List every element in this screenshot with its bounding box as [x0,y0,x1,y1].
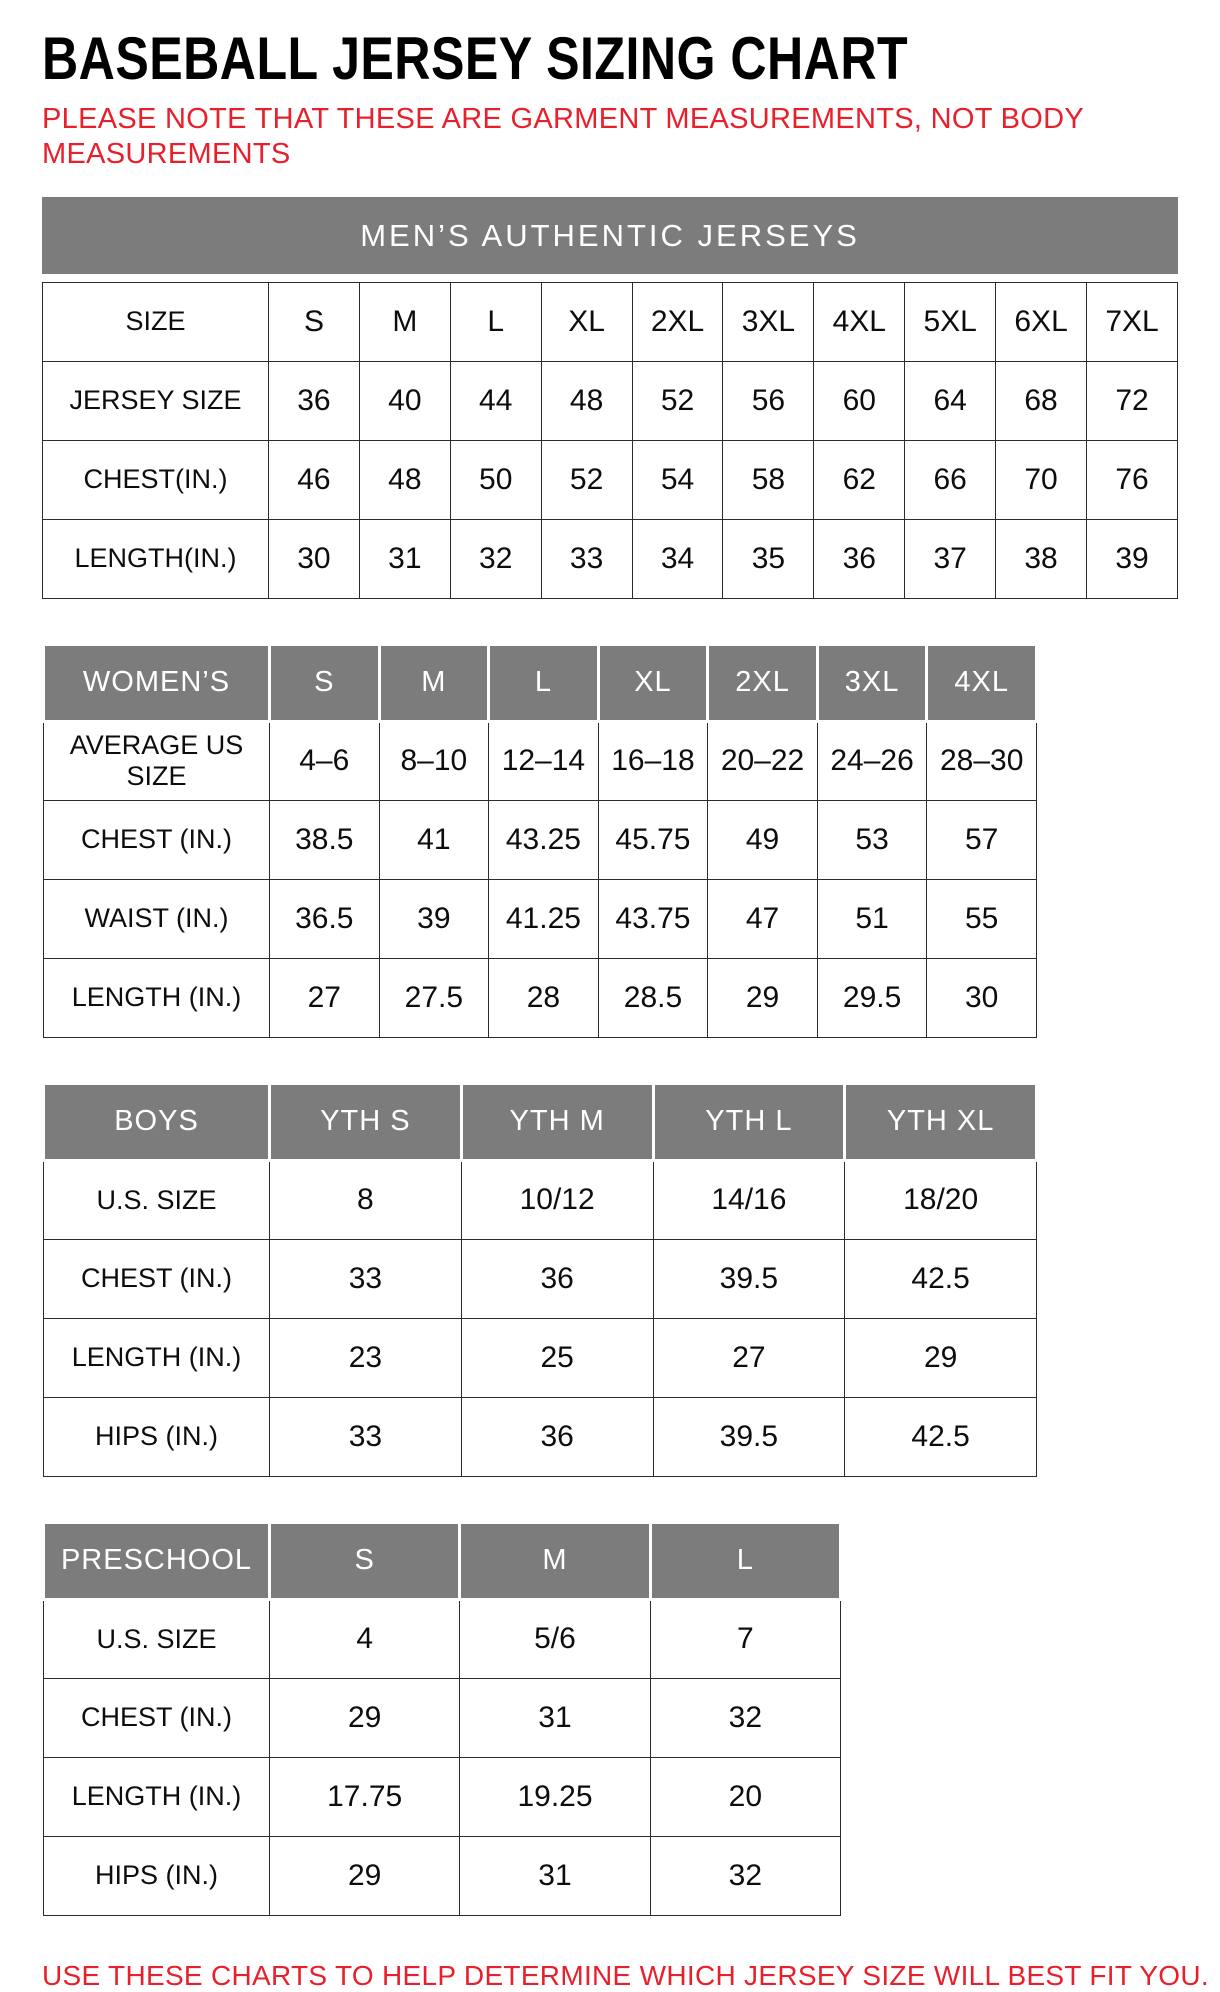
preschool-sizing-table-block [42,1521,842,1916]
garment-measurement-note: PLEASE NOTE THAT THESE ARE GARMENT MEASUREMENTS, NOT BODY MEASUREMENTS [42,103,1084,171]
womens-row-average-us-size [44,721,1037,800]
womens-row-waist-in [44,879,1037,958]
mens-size-value: S [269,282,360,361]
boys-table [42,1082,1038,1477]
mens-chest-in-value: 70 [996,440,1087,519]
preschool-chest-in-value: 32 [650,1678,840,1757]
mens-length-in-value: 33 [541,519,632,598]
mens-size-value: 4XL [814,282,905,361]
preschool-column-header: L [650,1522,840,1599]
mens-size-value: XL [541,282,632,361]
preschool-u-s-size-value: 7 [650,1599,840,1678]
womens-column-header: M [379,644,489,721]
womens-sizing-table-block [42,643,1038,1038]
mens-table [42,282,1178,599]
mens-length-in-value: 32 [450,519,541,598]
preschool-header-row [44,1522,841,1599]
page-title: BASEBALL JERSEY SIZING CHART [42,25,909,93]
preschool-table [42,1521,842,1916]
mens-chest-in-value: 50 [450,440,541,519]
womens-chest-in-value: 49 [708,800,818,879]
womens-column-header: 4XL [927,644,1037,721]
mens-chest-in-value: 62 [814,440,905,519]
boys-u-s-size-value: 18/20 [845,1160,1037,1239]
boys-hips-in-value: 42.5 [845,1397,1037,1476]
preschool-row-label: CHEST (IN.) [44,1678,270,1757]
womens-waist-in-value: 43.75 [598,879,708,958]
mens-row-jersey-size [43,361,1178,440]
womens-chest-in-value: 45.75 [598,800,708,879]
preschool-length-in-value: 17.75 [270,1757,460,1836]
boys-length-in-value: 25 [461,1318,653,1397]
mens-sizing-table-block [42,197,1178,599]
preschool-row-label: U.S. SIZE [44,1599,270,1678]
preschool-row-chest-in [44,1678,841,1757]
womens-header-label: WOMEN’S [44,644,270,721]
mens-length-in-value: 37 [905,519,996,598]
mens-row-label: JERSEY SIZE [43,361,269,440]
mens-length-in-value: 31 [359,519,450,598]
womens-row-label: CHEST (IN.) [44,800,270,879]
preschool-row-u-s-size [44,1599,841,1678]
boys-row-u-s-size [44,1160,1037,1239]
womens-chest-in-value: 43.25 [489,800,599,879]
womens-chest-in-value: 53 [817,800,927,879]
boys-u-s-size-value: 8 [270,1160,462,1239]
mens-jersey-size-value: 48 [541,361,632,440]
mens-row-chest-in [43,440,1178,519]
boys-length-in-value: 27 [653,1318,845,1397]
mens-size-value: L [450,282,541,361]
womens-average-us-size-value: 12–14 [489,721,599,800]
preschool-row-length-in [44,1757,841,1836]
mens-jersey-size-value: 52 [632,361,723,440]
preschool-row-label: LENGTH (IN.) [44,1757,270,1836]
mens-length-in-value: 36 [814,519,905,598]
boys-chest-in-value: 36 [461,1239,653,1318]
mens-row-label: LENGTH(IN.) [43,519,269,598]
preschool-column-header: M [460,1522,650,1599]
womens-length-in-value: 29.5 [817,958,927,1037]
boys-hips-in-value: 36 [461,1397,653,1476]
boys-row-hips-in [44,1397,1037,1476]
womens-waist-in-value: 51 [817,879,927,958]
mens-size-value: 6XL [996,282,1087,361]
womens-waist-in-value: 55 [927,879,1037,958]
boys-row-chest-in [44,1239,1037,1318]
preschool-chest-in-value: 31 [460,1678,650,1757]
womens-average-us-size-value: 24–26 [817,721,927,800]
preschool-u-s-size-value: 4 [270,1599,460,1678]
mens-row-size [43,282,1178,361]
mens-row-label: CHEST(IN.) [43,440,269,519]
womens-column-header: 3XL [817,644,927,721]
mens-jersey-size-value: 56 [723,361,814,440]
preschool-row-hips-in [44,1836,841,1915]
fit-advice-footer: USE THESE CHARTS TO HELP DETERMINE WHICH JERSEY SIZE WILL BEST FIT YOU. [42,1959,1209,1991]
boys-column-header: YTH S [270,1083,462,1160]
preschool-chest-in-value: 29 [270,1678,460,1757]
mens-jersey-size-value: 40 [359,361,450,440]
mens-size-value: 3XL [723,282,814,361]
womens-chest-in-value: 57 [927,800,1037,879]
mens-jersey-size-value: 44 [450,361,541,440]
boys-sizing-table-block [42,1082,1038,1477]
mens-jersey-size-value: 36 [269,361,360,440]
mens-chest-in-value: 54 [632,440,723,519]
sizing-tables-section [42,197,1180,1916]
boys-u-s-size-value: 10/12 [461,1160,653,1239]
womens-chest-in-value: 41 [379,800,489,879]
womens-waist-in-value: 39 [379,879,489,958]
mens-size-value: 5XL [905,282,996,361]
womens-row-label: LENGTH (IN.) [44,958,270,1037]
mens-chest-in-value: 58 [723,440,814,519]
womens-average-us-size-value: 4–6 [270,721,380,800]
womens-average-us-size-value: 8–10 [379,721,489,800]
womens-column-header: L [489,644,599,721]
mens-chest-in-value: 46 [269,440,360,519]
preschool-length-in-value: 19.25 [460,1757,650,1836]
womens-row-label: AVERAGE US SIZE [44,721,270,800]
boys-row-label: HIPS (IN.) [44,1397,270,1476]
mens-jersey-size-value: 72 [1087,361,1178,440]
mens-length-in-value: 34 [632,519,723,598]
mens-length-in-value: 38 [996,519,1087,598]
mens-chest-in-value: 76 [1087,440,1178,519]
preschool-u-s-size-value: 5/6 [460,1599,650,1678]
preschool-hips-in-value: 32 [650,1836,840,1915]
preschool-column-header: S [270,1522,460,1599]
womens-chest-in-value: 38.5 [270,800,380,879]
boys-row-label: LENGTH (IN.) [44,1318,270,1397]
mens-length-in-value: 30 [269,519,360,598]
womens-length-in-value: 27.5 [379,958,489,1037]
womens-column-header: XL [598,644,708,721]
mens-chest-in-value: 52 [541,440,632,519]
mens-size-value: 2XL [632,282,723,361]
boys-hips-in-value: 39.5 [653,1397,845,1476]
womens-length-in-value: 27 [270,958,380,1037]
boys-chest-in-value: 33 [270,1239,462,1318]
mens-length-in-value: 35 [723,519,814,598]
womens-average-us-size-value: 20–22 [708,721,818,800]
womens-column-header: S [270,644,380,721]
boys-header-label: BOYS [44,1083,270,1160]
boys-length-in-value: 29 [845,1318,1037,1397]
preschool-hips-in-value: 29 [270,1836,460,1915]
preschool-header-label: PRESCHOOL [44,1522,270,1599]
mens-length-in-value: 39 [1087,519,1178,598]
womens-row-chest-in [44,800,1037,879]
mens-jersey-size-value: 64 [905,361,996,440]
womens-column-header: 2XL [708,644,818,721]
womens-length-in-value: 28.5 [598,958,708,1037]
mens-table-banner: MEN’S AUTHENTIC JERSEYS [42,197,1178,274]
mens-size-value: M [359,282,450,361]
boys-row-label: CHEST (IN.) [44,1239,270,1318]
womens-table [42,643,1038,1038]
mens-chest-in-value: 48 [359,440,450,519]
womens-waist-in-value: 36.5 [270,879,380,958]
womens-row-length-in [44,958,1037,1037]
womens-waist-in-value: 47 [708,879,818,958]
womens-average-us-size-value: 28–30 [927,721,1037,800]
womens-waist-in-value: 41.25 [489,879,599,958]
mens-size-value: 7XL [1087,282,1178,361]
preschool-row-label: HIPS (IN.) [44,1836,270,1915]
boys-chest-in-value: 42.5 [845,1239,1037,1318]
boys-column-header: YTH M [461,1083,653,1160]
boys-row-length-in [44,1318,1037,1397]
mens-jersey-size-value: 60 [814,361,905,440]
boys-hips-in-value: 33 [270,1397,462,1476]
boys-row-label: U.S. SIZE [44,1160,270,1239]
boys-chest-in-value: 39.5 [653,1239,845,1318]
preschool-hips-in-value: 31 [460,1836,650,1915]
mens-jersey-size-value: 68 [996,361,1087,440]
preschool-length-in-value: 20 [650,1757,840,1836]
mens-chest-in-value: 66 [905,440,996,519]
mens-row-label: SIZE [43,282,269,361]
mens-row-length-in [43,519,1178,598]
womens-length-in-value: 29 [708,958,818,1037]
boys-header-row [44,1083,1037,1160]
womens-length-in-value: 30 [927,958,1037,1037]
boys-length-in-value: 23 [270,1318,462,1397]
boys-u-s-size-value: 14/16 [653,1160,845,1239]
boys-column-header: YTH L [653,1083,845,1160]
boys-column-header: YTH XL [845,1083,1037,1160]
womens-average-us-size-value: 16–18 [598,721,708,800]
womens-length-in-value: 28 [489,958,599,1037]
womens-row-label: WAIST (IN.) [44,879,270,958]
womens-header-row [44,644,1037,721]
